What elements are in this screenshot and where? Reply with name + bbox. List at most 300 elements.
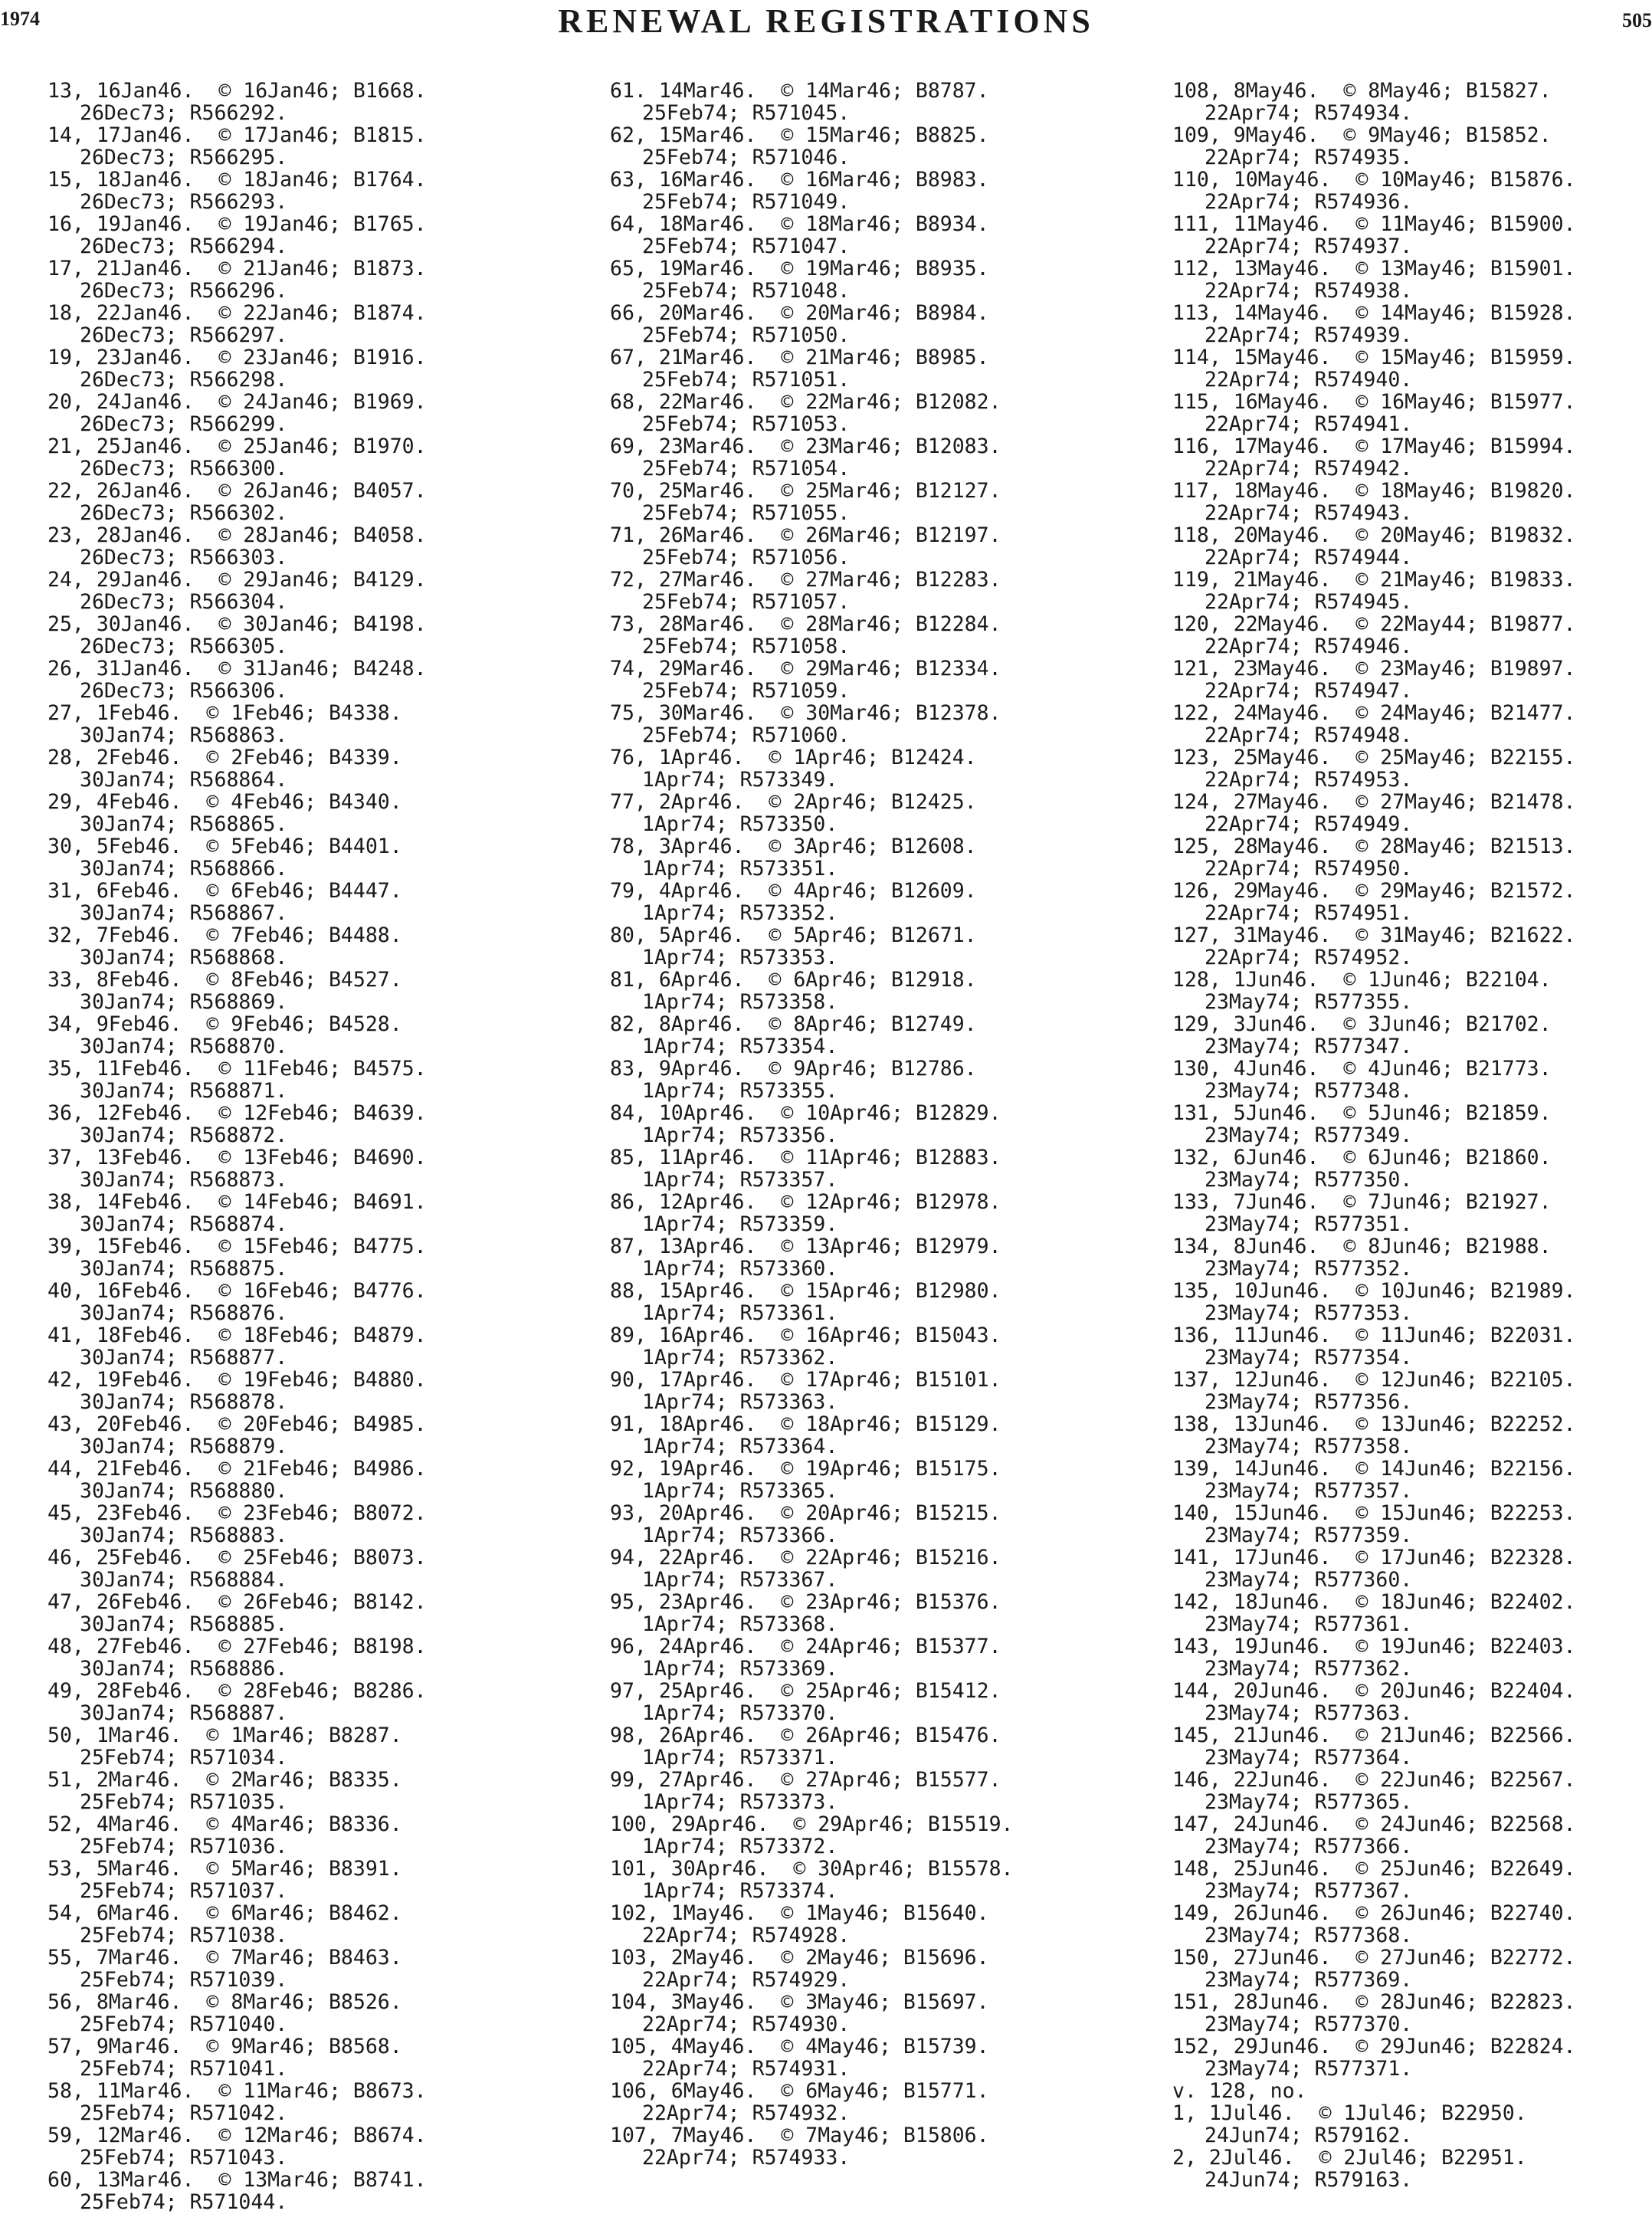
registration-entry (610, 1191, 1014, 1235)
registration-entry (48, 391, 427, 435)
registration-entry (1172, 302, 1576, 346)
entry-line-1: 62, 15Mar46. © 15Mar46; B8825. (610, 123, 989, 147)
entry-line-2: 25Feb74; R571056. (642, 546, 851, 569)
entry-line-2: 26Dec73; R566296. (80, 279, 288, 303)
entry-line-2: 23May74; R577347. (1205, 1035, 1413, 1058)
registration-entry (610, 1947, 1014, 1991)
entry-line-2: 26Dec73; R566306. (80, 679, 288, 703)
registration-entry (48, 1813, 427, 1858)
entry-line-1: 65, 19Mar46. © 19Mar46; B8935. (610, 257, 989, 280)
entry-line-2: 25Feb74; R571060. (642, 723, 851, 747)
registration-entry (48, 346, 427, 391)
entry-line-1: 140, 15Jun46. © 15Jun46; B22253. (1172, 1501, 1576, 1525)
entry-line-2: 23May74; R577352. (1205, 1257, 1413, 1281)
registration-entry (1172, 658, 1576, 702)
entry-line-2: 30Jan74; R568879. (80, 1435, 288, 1458)
entry-line-2: 30Jan74; R568863. (80, 723, 288, 747)
entry-line-1: 148, 25Jun46. © 25Jun46; B22649. (1172, 1857, 1576, 1881)
registration-entry (48, 1458, 427, 1502)
registration-entry (610, 569, 1014, 613)
entry-line-2: 30Jan74; R568874. (80, 1212, 288, 1236)
entry-line-1: 35, 11Feb46. © 11Feb46; B4575. (48, 1057, 427, 1081)
entry-line-2: 30Jan74; R568870. (80, 1035, 288, 1058)
entry-line-1: 113, 14May46. © 14May46; B15928. (1172, 301, 1576, 325)
entry-line-1: 30, 5Feb46. © 5Feb46; B4401. (48, 835, 402, 858)
registration-entry (610, 1547, 1014, 1591)
entry-line-1: 57, 9Mar46. © 9Mar46; B8568. (48, 2035, 402, 2058)
entry-line-1: 88, 15Apr46. © 15Apr46; B12980. (610, 1279, 1001, 1303)
entry-line-1: 122, 24May46. © 24May46; B21477. (1172, 701, 1576, 725)
entry-line-2: 22Apr74; R574931. (642, 2057, 851, 2081)
registration-entry (610, 746, 1014, 791)
entry-line-1: 131, 5Jun46. © 5Jun46; B21859. (1172, 1101, 1552, 1125)
registration-entry (610, 1813, 1014, 1858)
entry-line-1: 71, 26Mar46. © 26Mar46; B12197. (610, 523, 1001, 547)
entry-line-1: 138, 13Jun46. © 13Jun46; B22252. (1172, 1412, 1576, 1436)
registration-entry (610, 1591, 1014, 1635)
entry-line-2: 23May74; R577361. (1205, 1612, 1413, 1636)
entry-line-2: 1Apr74; R573357. (642, 1168, 838, 1192)
entry-line-2: 23May74; R577359. (1205, 1524, 1413, 1547)
entry-line-1: 61. 14Mar46. © 14Mar46; B8787. (610, 79, 989, 103)
entry-line-2: 26Dec73; R566298. (80, 368, 288, 392)
entry-line-2: 1Apr74; R573353. (642, 946, 838, 969)
entry-line-1: 34, 9Feb46. © 9Feb46; B4528. (48, 1012, 402, 1036)
entry-line-2: 22Apr74; R574932. (642, 2101, 851, 2125)
registration-entry (610, 1991, 1014, 2035)
entry-line-1: 124, 27May46. © 27May46; B21478. (1172, 790, 1576, 814)
registration-entry (48, 835, 427, 880)
entry-line-2: 26Dec73; R566304. (80, 590, 288, 614)
entry-line-2: 23May74; R577362. (1205, 1657, 1413, 1681)
entry-line-1: 60, 13Mar46. © 13Mar46; B8741. (48, 2168, 427, 2192)
registration-entry (1172, 1947, 1576, 1991)
registration-entry (1172, 1635, 1576, 1680)
entry-line-1: 121, 23May46. © 23May46; B19897. (1172, 657, 1576, 681)
registration-entry (48, 1902, 427, 1947)
entry-line-2: 1Apr74; R573361. (642, 1301, 838, 1325)
entry-line-2: 25Feb74; R571050. (642, 323, 851, 347)
entry-line-2: 22Apr74; R574953. (1205, 768, 1413, 792)
entry-line-1: 78, 3Apr46. © 3Apr46; B12608. (610, 835, 977, 858)
entry-line-2: 23May74; R577355. (1205, 990, 1413, 1014)
entry-line-2: 1Apr74; R573372. (642, 1835, 838, 1858)
registration-entry (48, 1102, 427, 1146)
entry-line-2: 1Apr74; R573350. (642, 812, 838, 836)
entry-line-1: 125, 28May46. © 28May46; B21513. (1172, 835, 1576, 858)
registration-entry (1172, 835, 1576, 880)
entry-line-2: 25Feb74; R571057. (642, 590, 851, 614)
entry-line-1: 150, 27Jun46. © 27Jun46; B22772. (1172, 1946, 1576, 1970)
entry-line-1: 136, 11Jun46. © 11Jun46; B22031. (1172, 1323, 1576, 1347)
registration-entry (1172, 1547, 1576, 1591)
registration-entry (1172, 1102, 1576, 1146)
entry-line-2: 26Dec73; R566293. (80, 190, 288, 214)
entry-line-1: 23, 28Jan46. © 28Jan46; B4058. (48, 523, 427, 547)
entry-line-2: 23May74; R577360. (1205, 1568, 1413, 1592)
entry-line-2: 25Feb74; R571048. (642, 279, 851, 303)
entry-line-1: 120, 22May46. © 22May44; B19877. (1172, 612, 1576, 636)
registration-entry (48, 1235, 427, 1280)
registration-entry (1172, 1724, 1576, 1769)
entry-line-1: 143, 19Jun46. © 19Jun46; B22403. (1172, 1635, 1576, 1658)
entry-line-1: 74, 29Mar46. © 29Mar46; B12334. (610, 657, 1001, 681)
registration-entry (48, 1146, 427, 1191)
entry-line-1: 31, 6Feb46. © 6Feb46; B4447. (48, 879, 402, 903)
entry-line-1: 117, 18May46. © 18May46; B19820. (1172, 479, 1576, 503)
entry-line-1: 29, 4Feb46. © 4Feb46; B4340. (48, 790, 402, 814)
entry-line-1: 100, 29Apr46. © 29Apr46; B15519. (610, 1812, 1014, 1836)
registration-entry (48, 169, 427, 213)
entry-line-2: 25Feb74; R571039. (80, 1968, 288, 1992)
entry-line-2: 26Dec73; R566292. (80, 101, 288, 125)
entry-line-1: 79, 4Apr46. © 4Apr46; B12609. (610, 879, 977, 903)
entry-line-1: 42, 19Feb46. © 19Feb46; B4880. (48, 1368, 427, 1392)
entry-line-2: 26Dec73; R566294. (80, 235, 288, 258)
registration-entry (1172, 1191, 1576, 1235)
entry-line-1: 76, 1Apr46. © 1Apr46; B12424. (610, 746, 977, 769)
entry-line-1: 55, 7Mar46. © 7Mar46; B8463. (48, 1946, 402, 1970)
entry-line-2: 23May74; R577367. (1205, 1879, 1413, 1903)
entry-line-1: 97, 25Apr46. © 25Apr46; B15412. (610, 1679, 1001, 1703)
registration-entry (610, 924, 1014, 969)
registration-entry (610, 969, 1014, 1013)
entry-line-1: 47, 26Feb46. © 26Feb46; B8142. (48, 1590, 427, 1614)
entry-line-2: 25Feb74; R571034. (80, 1746, 288, 1770)
entry-line-2: 23May74; R577354. (1205, 1346, 1413, 1369)
registration-entry (48, 1191, 427, 1235)
entry-line-2: 22Apr74; R574943. (1205, 501, 1413, 525)
registration-entry (48, 1769, 427, 1813)
entry-line-1: 40, 16Feb46. © 16Feb46; B4776. (48, 1279, 427, 1303)
entry-line-1: 2, 2Jul46. © 2Jul46; B22951. (1172, 2146, 1527, 2170)
entry-line-2: 22Apr74; R574945. (1205, 590, 1413, 614)
entry-line-2: 1Apr74; R573362. (642, 1346, 838, 1369)
entry-column-2 (610, 80, 1014, 2169)
registration-entry (48, 1591, 427, 1635)
entry-line-1: 59, 12Mar46. © 12Mar46; B8674. (48, 2124, 427, 2147)
registration-entry (48, 1858, 427, 1902)
entry-line-1: 17, 21Jan46. © 21Jan46; B1873. (48, 257, 427, 280)
entry-line-2: 30Jan74; R568871. (80, 1079, 288, 1103)
entry-line-2: 30Jan74; R568872. (80, 1123, 288, 1147)
entry-line-2: 22Apr74; R574950. (1205, 857, 1413, 881)
entry-line-2: 30Jan74; R568883. (80, 1524, 288, 1547)
registration-entry (48, 524, 427, 569)
entry-line-1: 144, 20Jun46. © 20Jun46; B22404. (1172, 1679, 1576, 1703)
entry-line-2: 1Apr74; R573356. (642, 1123, 838, 1147)
entry-line-2: 1Apr74; R573373. (642, 1790, 838, 1814)
entry-line-2: 25Feb74; R571040. (80, 2012, 288, 2036)
registration-entry (1172, 1591, 1576, 1635)
registration-entry (610, 658, 1014, 702)
entry-line-2: 1Apr74; R573374. (642, 1879, 838, 1903)
entry-line-2: 22Apr74; R574929. (642, 1968, 851, 1992)
entry-line-2: 1Apr74; R573366. (642, 1524, 838, 1547)
entry-line-2: 23May74; R577350. (1205, 1168, 1413, 1192)
registration-entry (1172, 1458, 1576, 1502)
entry-line-1: 128, 1Jun46. © 1Jun46; B22104. (1172, 968, 1552, 992)
entry-line-1: 98, 26Apr46. © 26Apr46; B15476. (610, 1724, 1001, 1747)
entry-line-2: 30Jan74; R568866. (80, 857, 288, 881)
entry-line-1: 24, 29Jan46. © 29Jan46; B4129. (48, 568, 427, 592)
entry-line-2: 1Apr74; R573367. (642, 1568, 838, 1592)
entry-line-2: 30Jan74; R568877. (80, 1346, 288, 1369)
entry-line-2: 22Apr74; R574928. (642, 1924, 851, 1947)
entry-line-2: 22Apr74; R574933. (642, 2146, 851, 2170)
registration-entry (48, 1369, 427, 1413)
entry-line-2: 26Dec73; R566305. (80, 635, 288, 658)
registration-entry (48, 791, 427, 835)
entry-line-2: 25Feb74; R571054. (642, 457, 851, 481)
entry-line-2: 22Apr74; R574948. (1205, 723, 1413, 747)
entry-line-2: 25Feb74; R571051. (642, 368, 851, 392)
entry-line-2: 22Apr74; R574946. (1205, 635, 1413, 658)
registration-entry (48, 302, 427, 346)
entry-line-1: 102, 1May46. © 1May46; B15640. (610, 1901, 989, 1925)
registration-entry (610, 2080, 1014, 2124)
entry-line-2: 1Apr74; R573363. (642, 1390, 838, 1414)
entry-line-2: 1Apr74; R573369. (642, 1657, 838, 1681)
registration-entry (48, 124, 427, 169)
entry-line-2: 25Feb74; R571059. (642, 679, 851, 703)
registration-entry (610, 1280, 1014, 1324)
entry-line-2: 30Jan74; R568885. (80, 1612, 288, 1636)
entry-line-1: 112, 13May46. © 13May46; B15901. (1172, 257, 1576, 280)
registration-entry (1172, 1813, 1576, 1858)
entry-line-2: 1Apr74; R573370. (642, 1701, 838, 1725)
entry-line-2: 30Jan74; R568886. (80, 1657, 288, 1681)
registration-entry (1172, 2147, 1576, 2191)
registration-entry (610, 346, 1014, 391)
entry-line-1: 104, 3May46. © 3May46; B15697. (610, 1990, 989, 2014)
registration-entry (48, 2124, 427, 2169)
entry-line-1: 66, 20Mar46. © 20Mar46; B8984. (610, 301, 989, 325)
entry-line-2: 24Jun74; R579162. (1205, 2124, 1413, 2147)
year-label: 1974 (0, 8, 40, 30)
entry-line-1: 22, 26Jan46. © 26Jan46; B4057. (48, 479, 427, 503)
registration-entry (1172, 791, 1576, 835)
registration-entry (1172, 2035, 1576, 2080)
entry-line-1: 46, 25Feb46. © 25Feb46; B8073. (48, 1546, 427, 1569)
registration-entry (48, 2169, 427, 2213)
entry-line-2: 1Apr74; R573354. (642, 1035, 838, 1058)
registration-entry (48, 1635, 427, 1680)
entry-line-2: 24Jun74; R579163. (1205, 2168, 1413, 2192)
entry-line-2: 1Apr74; R573360. (642, 1257, 838, 1281)
page-number: 505 (1622, 9, 1652, 31)
entry-line-1: 134, 8Jun46. © 8Jun46; B21988. (1172, 1235, 1552, 1258)
entry-line-2: 23May74; R577363. (1205, 1701, 1413, 1725)
entry-line-1: 56, 8Mar46. © 8Mar46; B8526. (48, 1990, 402, 2014)
entry-line-1: 109, 9May46. © 9May46; B15852. (1172, 123, 1552, 147)
entry-line-1: 145, 21Jun46. © 21Jun46; B22566. (1172, 1724, 1576, 1747)
entry-line-1: 137, 12Jun46. © 12Jun46; B22105. (1172, 1368, 1576, 1392)
registration-entry (1172, 1680, 1576, 1724)
entry-line-2: 22Apr74; R574936. (1205, 190, 1413, 214)
entry-line-2: 22Apr74; R574939. (1205, 323, 1413, 347)
entry-line-1: 49, 28Feb46. © 28Feb46; B8286. (48, 1679, 427, 1703)
registration-entry (610, 835, 1014, 880)
registration-entry (610, 1769, 1014, 1813)
entry-line-2: 30Jan74; R568868. (80, 946, 288, 969)
entry-line-1: 28, 2Feb46. © 2Feb46; B4339. (48, 746, 402, 769)
entry-column-3 (1172, 80, 1576, 2191)
registration-entry (1172, 569, 1576, 613)
entry-line-2: 26Dec73; R566297. (80, 323, 288, 347)
registration-entry (610, 1146, 1014, 1191)
entry-line-2: 1Apr74; R573351. (642, 857, 838, 881)
entry-line-1: 94, 22Apr46. © 22Apr46; B15216. (610, 1546, 1001, 1569)
entry-line-1: 25, 30Jan46. © 30Jan46; B4198. (48, 612, 427, 636)
registration-entry (48, 1680, 427, 1724)
entry-line-1: 63, 16Mar46. © 16Mar46; B8983. (610, 168, 989, 192)
volume-note: v. 128, no. (1172, 2079, 1307, 2103)
entry-line-1: 69, 23Mar46. © 23Mar46; B12083. (610, 435, 1001, 458)
registration-entry (1172, 2102, 1576, 2147)
registration-entry (610, 2124, 1014, 2169)
registration-entry (1172, 613, 1576, 658)
entry-line-1: 45, 23Feb46. © 23Feb46; B8072. (48, 1501, 427, 1525)
registration-entry (48, 658, 427, 702)
entry-line-2: 23May74; R577356. (1205, 1390, 1413, 1414)
registration-entry (48, 569, 427, 613)
entry-line-2: 30Jan74; R568880. (80, 1479, 288, 1503)
entry-line-2: 23May74; R577371. (1205, 2057, 1413, 2081)
registration-entry (48, 1324, 427, 1369)
entry-line-2: 22Apr74; R574941. (1205, 412, 1413, 436)
registration-entry (48, 2035, 427, 2080)
registration-entry (48, 80, 427, 124)
entry-line-1: 87, 13Apr46. © 13Apr46; B12979. (610, 1235, 1001, 1258)
registration-entry (1172, 1146, 1576, 1191)
entry-line-2: 1Apr74; R573364. (642, 1435, 838, 1458)
entry-line-1: 73, 28Mar46. © 28Mar46; B12284. (610, 612, 1001, 636)
entry-line-1: 93, 20Apr46. © 20Apr46; B15215. (610, 1501, 1001, 1525)
entry-line-2: 22Apr74; R574930. (642, 2012, 851, 2036)
registration-entry (610, 1235, 1014, 1280)
entry-line-1: 13, 16Jan46. © 16Jan46; B1668. (48, 79, 427, 103)
entry-line-1: 152, 29Jun46. © 29Jun46; B22824. (1172, 2035, 1576, 2058)
registration-entry (1172, 1502, 1576, 1547)
registration-entry (1172, 1902, 1576, 1947)
entry-line-1: 146, 22Jun46. © 22Jun46; B22567. (1172, 1768, 1576, 1792)
entry-line-2: 25Feb74; R571046. (642, 146, 851, 169)
entry-line-1: 77, 2Apr46. © 2Apr46; B12425. (610, 790, 977, 814)
registration-entry (48, 1724, 427, 1769)
registration-entry (1172, 435, 1576, 480)
entry-line-2: 23May74; R577357. (1205, 1479, 1413, 1503)
registration-entry (610, 1858, 1014, 1902)
entry-line-1: 58, 11Mar46. © 11Mar46; B8673. (48, 2079, 427, 2103)
entry-line-1: 54, 6Mar46. © 6Mar46; B8462. (48, 1901, 402, 1925)
entry-line-2: 25Feb74; R571045. (642, 101, 851, 125)
entry-line-2: 1Apr74; R573368. (642, 1612, 838, 1636)
registration-entry (610, 613, 1014, 658)
entry-line-1: 43, 20Feb46. © 20Feb46; B4985. (48, 1412, 427, 1436)
registration-entry (1172, 1369, 1576, 1413)
entry-line-2: 26Dec73; R566300. (80, 457, 288, 481)
entry-line-2: 30Jan74; R568884. (80, 1568, 288, 1592)
registration-entry (610, 1058, 1014, 1102)
entry-line-1: 129, 3Jun46. © 3Jun46; B21702. (1172, 1012, 1552, 1036)
registration-entry (1172, 1858, 1576, 1902)
entry-line-1: 91, 18Apr46. © 18Apr46; B15129. (610, 1412, 1001, 1436)
entry-line-1: 21, 25Jan46. © 25Jan46; B1970. (48, 435, 427, 458)
registration-entry (610, 2035, 1014, 2080)
entry-line-1: 39, 15Feb46. © 15Feb46; B4775. (48, 1235, 427, 1258)
registration-entry (610, 257, 1014, 302)
registration-entry (1172, 1769, 1576, 1813)
registration-entry (48, 2080, 427, 2124)
entry-line-2: 26Dec73; R566302. (80, 501, 288, 525)
entry-line-1: 68, 22Mar46. © 22Mar46; B12082. (610, 390, 1001, 414)
entry-line-1: 127, 31May46. © 31May46; B21622. (1172, 923, 1576, 947)
registration-entry (610, 80, 1014, 124)
registration-entry (610, 524, 1014, 569)
entry-line-1: 38, 14Feb46. © 14Feb46; B4691. (48, 1190, 427, 1214)
entry-line-1: 103, 2May46. © 2May46; B15696. (610, 1946, 989, 1970)
entry-line-1: 139, 14Jun46. © 14Jun46; B22156. (1172, 1457, 1576, 1481)
registration-entry (610, 1902, 1014, 1947)
registration-entry (1172, 880, 1576, 924)
entry-line-1: 72, 27Mar46. © 27Mar46; B12283. (610, 568, 1001, 592)
entry-line-1: 67, 21Mar46. © 21Mar46; B8985. (610, 346, 989, 369)
entry-line-1: 70, 25Mar46. © 25Mar46; B12127. (610, 479, 1001, 503)
entry-line-1: 142, 18Jun46. © 18Jun46; B22402. (1172, 1590, 1576, 1614)
page-header (0, 0, 1652, 46)
entry-line-1: 18, 22Jan46. © 22Jan46; B1874. (48, 301, 427, 325)
registration-entry (1172, 1058, 1576, 1102)
registration-entry (610, 124, 1014, 169)
registration-entry (1172, 746, 1576, 791)
entry-line-2: 25Feb74; R571047. (642, 235, 851, 258)
entry-line-1: 50, 1Mar46. © 1Mar46; B8287. (48, 1724, 402, 1747)
entry-line-1: 99, 27Apr46. © 27Apr46; B15577. (610, 1768, 1001, 1792)
registration-entry (48, 924, 427, 969)
entry-line-1: 151, 28Jun46. © 28Jun46; B22823. (1172, 1990, 1576, 2014)
entry-line-2: 25Feb74; R571044. (80, 2190, 288, 2214)
entry-line-2: 1Apr74; R573365. (642, 1479, 838, 1503)
registration-entry (1172, 1991, 1576, 2035)
entry-line-2: 23May74; R577369. (1205, 1968, 1413, 1992)
registration-entry (610, 1102, 1014, 1146)
entry-line-2: 25Feb74; R571038. (80, 1924, 288, 1947)
entry-line-1: 15, 18Jan46. © 18Jan46; B1764. (48, 168, 427, 192)
entry-line-2: 23May74; R577358. (1205, 1435, 1413, 1458)
entry-line-2: 26Dec73; R566303. (80, 546, 288, 569)
entry-line-1: 80, 5Apr46. © 5Apr46; B12671. (610, 923, 977, 947)
entry-line-1: 90, 17Apr46. © 17Apr46; B15101. (610, 1368, 1001, 1392)
entry-line-2: 1Apr74; R573355. (642, 1079, 838, 1103)
entry-line-2: 26Dec73; R566299. (80, 412, 288, 436)
entry-line-1: 37, 13Feb46. © 13Feb46; B4690. (48, 1146, 427, 1169)
registration-entry (1172, 1324, 1576, 1369)
registration-entry (610, 302, 1014, 346)
registration-entry (610, 880, 1014, 924)
registration-entry (48, 880, 427, 924)
registration-entry (48, 702, 427, 746)
entry-line-1: 20, 24Jan46. © 24Jan46; B1969. (48, 390, 427, 414)
entry-line-1: 84, 10Apr46. © 10Apr46; B12829. (610, 1101, 1001, 1125)
registration-entry (1172, 346, 1576, 391)
entry-line-2: 22Apr74; R574937. (1205, 235, 1413, 258)
entry-line-1: 95, 23Apr46. © 23Apr46; B15376. (610, 1590, 1001, 1614)
entry-line-2: 23May74; R577365. (1205, 1790, 1413, 1814)
registration-entry (48, 257, 427, 302)
entry-line-1: 41, 18Feb46. © 18Feb46; B4879. (48, 1323, 427, 1347)
entry-line-1: 135, 10Jun46. © 10Jun46; B21989. (1172, 1279, 1576, 1303)
